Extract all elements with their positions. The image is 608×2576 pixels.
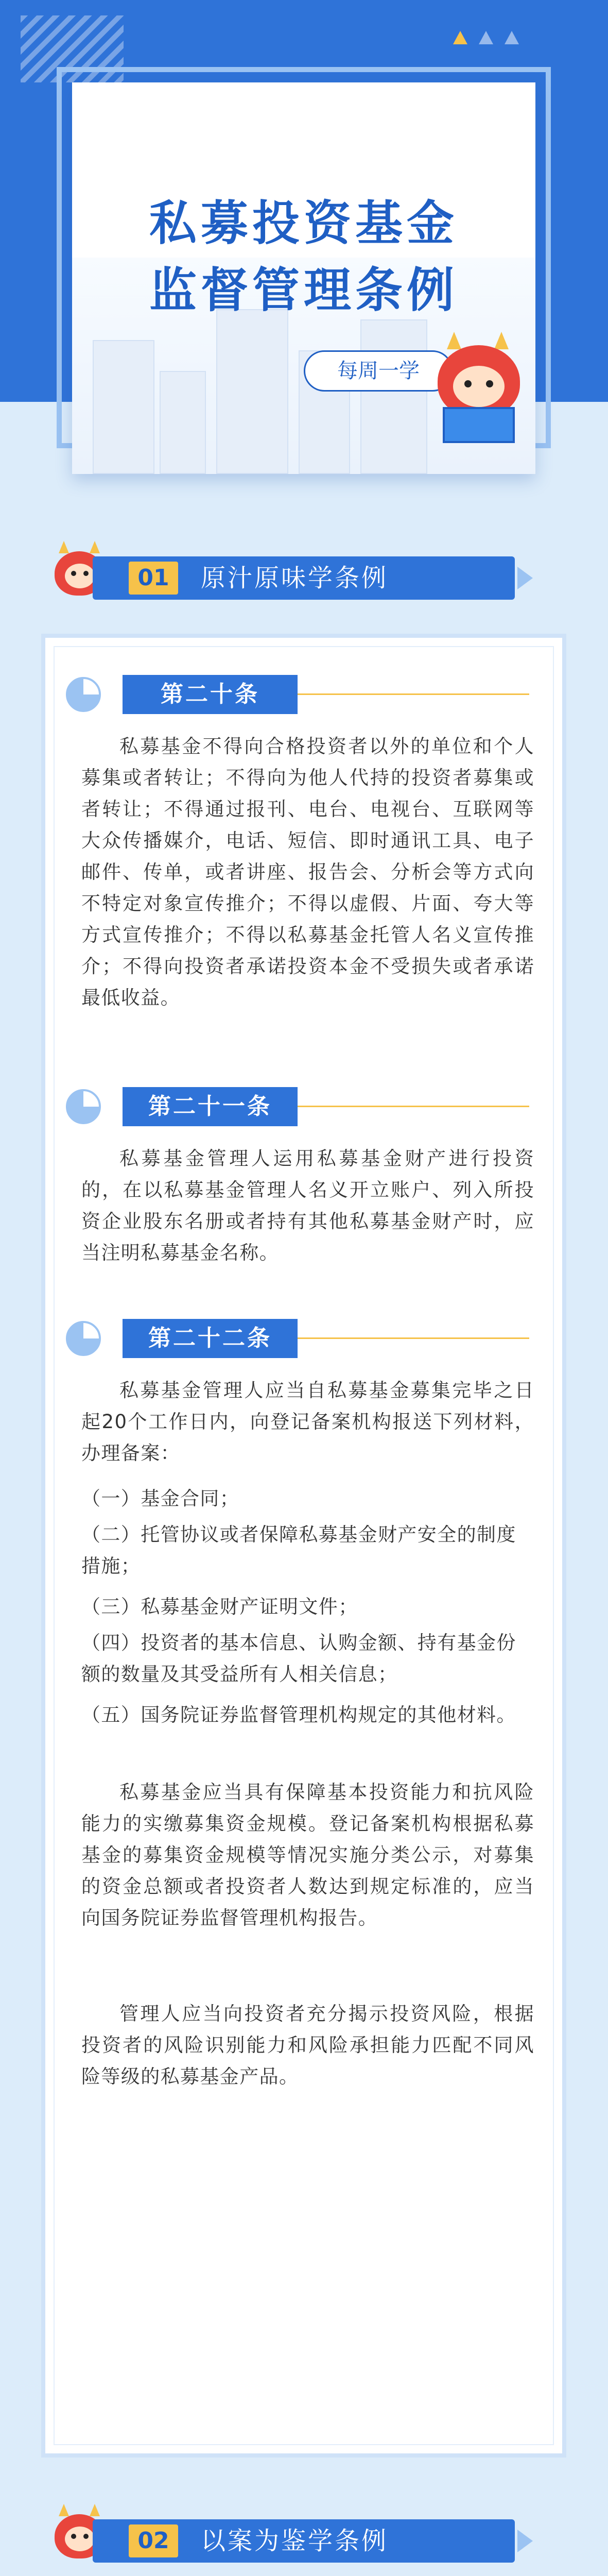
section-title: 以案为鉴学条例 <box>201 2527 389 2555</box>
section-number: 01 <box>129 562 178 595</box>
list-item: （五）国务院证券监督管理机构规定的其他材料。 <box>81 1704 516 1726</box>
list-item: （四）投资者的基本信息、认购金额、持有基金份额的数量及其受益所有人相关信息； <box>81 1632 516 1685</box>
pie-icon <box>66 1089 101 1124</box>
list-item: （三）私募基金财产证明文件； <box>81 1596 358 1618</box>
horn-shape <box>90 2504 100 2516</box>
pie-icon <box>66 677 101 712</box>
horn-shape <box>494 332 509 349</box>
mascot-eye <box>464 380 472 387</box>
article-label: 第二十条 <box>123 675 298 714</box>
mascot-face <box>453 366 505 407</box>
building-shape <box>93 340 154 474</box>
mascot-eye <box>71 2534 76 2539</box>
page-title-line2: 监督管理条例 <box>149 263 458 318</box>
mascot-eye <box>83 571 89 576</box>
list-item: （一）基金合同； <box>81 1487 240 1510</box>
article-paragraph: 私募基金管理人应当自私募基金募集完毕之日起20个工作日内，向登记备案机构报送下列材料，办理备案： <box>81 1379 534 1464</box>
mascot-face <box>65 564 95 588</box>
triangle-icon <box>505 31 519 44</box>
section-header-1 <box>51 546 556 608</box>
article-paragraph: 私募基金管理人运用私募基金财产进行投资的，在以私募基金管理人名义开立账户、列入所投资企业股东名册或者持有其他私募基金财产时，应当注明私募基金名称。 <box>81 1147 534 1264</box>
arrow-icon <box>517 2530 533 2552</box>
section-1-panel <box>41 634 566 2458</box>
section-number: 02 <box>129 2524 178 2557</box>
page-title-line1: 私募投资基金 <box>149 196 458 251</box>
section-header-2 <box>51 2509 556 2571</box>
building-shape <box>360 319 427 474</box>
building-shape <box>216 309 288 474</box>
arrow-icon <box>517 567 533 589</box>
building-shape <box>160 371 206 474</box>
article-paragraph: 私募基金不得向合格投资者以外的单位和个人募集或者转让；不得向为他人代持的投资者募集或者转让；不得通过报刊、电台、电视台、互联网等大众传播媒介，电话、短信、即时通讯工具、电子邮件、传单，或者讲座、报告会、分析会等方式向不特定对象宣传推介；不得以虚假、片面、夸大等方式宣传推介；不得以私募基金托管人名义宣传推介；不得向投资者承诺投资本金不受损失或者承诺最低收益。 <box>81 735 534 1009</box>
article-paragraph: 私募基金应当具有保障基本投资能力和抗风险能力的实缴募集资金规模。登记备案机构根据私募基金的募集资金规模等情况实施分类公示，对募集的资金总额或者投资者人数达到规定标准的，应当向国务院证券监督管理机构报告。 <box>81 1781 534 1929</box>
article-header <box>66 1086 529 1127</box>
hero-card <box>72 82 535 474</box>
mascot-eye <box>83 2534 89 2539</box>
mascot-eye <box>486 380 493 387</box>
horn-shape <box>59 2504 69 2516</box>
triangle-icon <box>453 31 467 44</box>
subtitle-badge: 每周一学 <box>304 350 453 392</box>
divider <box>298 1337 529 1339</box>
mascot-face <box>65 2527 95 2551</box>
triangle-icon <box>479 31 493 44</box>
mascot-eye <box>71 571 76 576</box>
pie-icon <box>66 1321 101 1356</box>
article-header <box>66 1318 529 1359</box>
article-paragraph: 管理人应当向投资者充分揭示投资风险，根据投资者的风险识别能力和风险承担能力匹配不同风险等级的私募基金产品。 <box>81 2003 534 2088</box>
article-label: 第二十二条 <box>123 1319 298 1358</box>
divider <box>298 693 529 695</box>
article-label: 第二十一条 <box>123 1087 298 1126</box>
section-title: 原汁原味学条例 <box>201 564 389 592</box>
horn-shape <box>59 541 69 553</box>
horn-shape <box>447 332 461 349</box>
article-header <box>66 674 529 715</box>
list-item: （二）托管协议或者保障私募基金财产安全的制度措施； <box>81 1523 516 1577</box>
divider <box>298 1106 529 1107</box>
horn-shape <box>90 541 100 553</box>
mascot-illustration <box>432 330 525 453</box>
book-icon <box>443 407 515 443</box>
